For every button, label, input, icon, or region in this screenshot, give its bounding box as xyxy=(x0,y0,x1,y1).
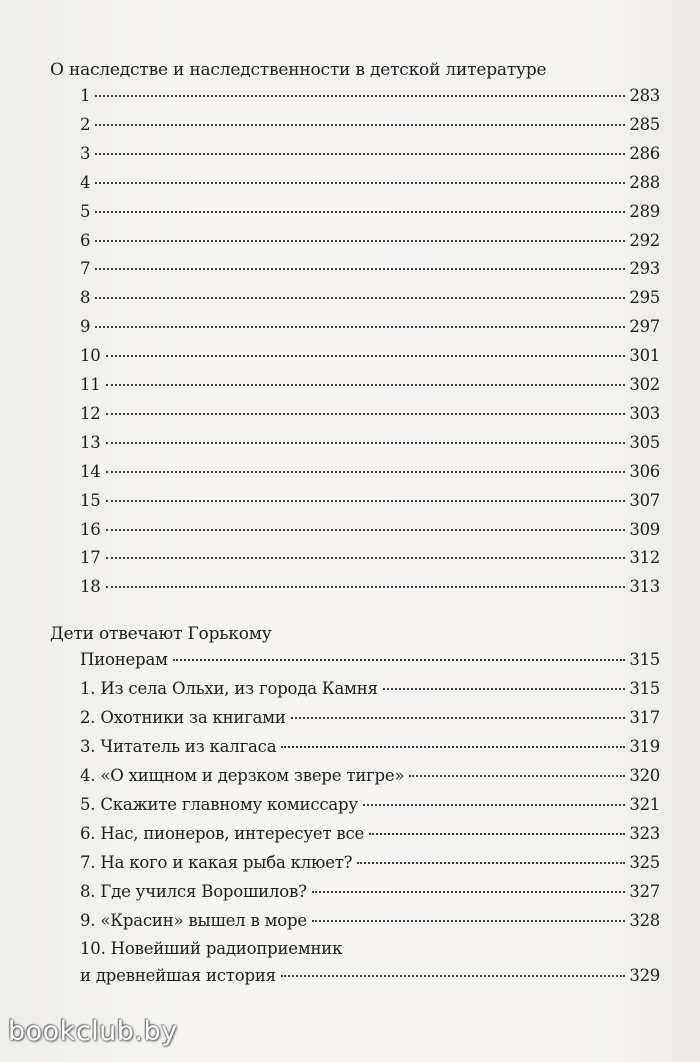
toc-entry xyxy=(80,824,660,848)
toc-entry xyxy=(80,115,660,139)
toc-entry xyxy=(80,520,660,544)
toc-page-number: 317 xyxy=(629,708,660,727)
dot-leader xyxy=(106,383,626,386)
toc-entry-label: 4. «О хищном и дерзком звере тигре» xyxy=(80,766,405,785)
toc-entry-label: 8. Где учился Ворошилов? xyxy=(80,882,307,901)
toc-entry-label: 12 xyxy=(80,403,101,423)
toc-entry xyxy=(80,288,660,312)
toc-page-number: 286 xyxy=(629,143,660,163)
toc-page-number: 329 xyxy=(629,966,660,985)
toc-page-number: 319 xyxy=(629,737,660,756)
toc-entry xyxy=(80,317,660,341)
toc-entry xyxy=(80,231,660,255)
toc-entry xyxy=(80,577,660,601)
toc-page-number: 303 xyxy=(629,403,660,423)
toc-entry xyxy=(80,404,660,428)
toc-page-number: 301 xyxy=(629,346,660,366)
dot-leader xyxy=(95,210,625,213)
toc-entry-label: 1. Из села Ольхи, из города Камня xyxy=(80,679,378,698)
toc-entry-label: 7. На кого и какая рыба клюет? xyxy=(80,853,353,872)
toc-entry-label: 4 xyxy=(80,172,91,192)
dot-leader xyxy=(106,499,626,502)
section-title-heredity: О наследстве и наследственности в детской литературе xyxy=(50,60,547,80)
dot-leader xyxy=(95,267,625,270)
toc-entry xyxy=(80,433,660,457)
toc-entry xyxy=(80,795,660,819)
dot-leader xyxy=(95,181,625,184)
toc-entry-label: Пионерам xyxy=(80,650,168,669)
dot-leader xyxy=(95,325,625,328)
toc-page-number: 313 xyxy=(629,577,660,597)
dot-leader xyxy=(173,658,626,661)
dot-leader xyxy=(357,861,625,864)
dot-leader xyxy=(312,919,625,922)
dot-leader xyxy=(95,152,625,155)
toc-entry-label: 7 xyxy=(80,259,91,279)
toc-entry-label: 15 xyxy=(80,490,101,510)
toc-entry-label: 10 xyxy=(80,346,101,366)
toc-entry xyxy=(80,202,660,226)
toc-page-number: 285 xyxy=(629,114,660,134)
toc-entry-label: 16 xyxy=(80,519,101,539)
toc-page-number: 302 xyxy=(629,375,660,394)
toc-entry-label: 18 xyxy=(80,577,101,597)
toc-entry-label: и древнейшая история xyxy=(80,966,276,985)
toc-entry xyxy=(80,766,660,790)
toc-entry xyxy=(80,882,660,906)
toc-page-number: 325 xyxy=(629,853,660,872)
dot-leader xyxy=(106,441,626,444)
toc-page-number: 293 xyxy=(629,259,660,279)
toc-entry-10-line2 xyxy=(80,966,660,990)
toc-page-number: 289 xyxy=(629,201,660,221)
toc-entry xyxy=(80,462,660,486)
dot-leader xyxy=(95,239,625,242)
dot-leader xyxy=(106,412,626,415)
dot-leader xyxy=(383,687,626,690)
dot-leader xyxy=(409,774,625,777)
toc-page-number: 292 xyxy=(629,230,660,250)
dot-leader xyxy=(312,890,626,893)
toc-entry xyxy=(80,737,660,761)
toc-entry xyxy=(80,650,660,674)
toc-page-number: 283 xyxy=(629,86,660,105)
dot-leader xyxy=(363,803,625,806)
toc-page-number: 312 xyxy=(629,548,660,568)
toc-entry-label: 11 xyxy=(80,375,101,394)
toc-entry xyxy=(80,86,660,110)
toc-page-number: 320 xyxy=(629,766,660,785)
dot-leader xyxy=(281,745,625,748)
toc-entry xyxy=(80,144,660,168)
toc-entry-label: 6 xyxy=(80,230,91,250)
toc-entry-label: 5 xyxy=(80,201,91,221)
toc-page-number: 309 xyxy=(629,519,660,539)
toc-page-number: 297 xyxy=(629,317,660,337)
dot-leader xyxy=(291,716,626,719)
toc-page-number: 321 xyxy=(629,795,660,814)
toc-entry-label: 2 xyxy=(80,114,91,134)
toc-entry xyxy=(80,173,660,197)
toc-entry-label: 5. Скажите главному комиссару xyxy=(80,795,358,814)
toc-page-number: 315 xyxy=(629,679,660,698)
toc-page-number: 288 xyxy=(629,172,660,192)
section-title-children-answer: Дети отвечают Горькому xyxy=(50,624,272,644)
toc-page-number: 307 xyxy=(629,490,660,510)
toc-entry xyxy=(80,491,660,515)
toc-entry xyxy=(80,346,660,370)
toc-entry-label: 14 xyxy=(80,461,101,481)
toc-entry-10-line1: 10. Новейший радиоприемник xyxy=(80,939,343,958)
toc-entry xyxy=(80,911,660,935)
toc-entry xyxy=(80,708,660,732)
toc-entry-label: 9. «Красин» вышел в море xyxy=(80,911,307,930)
toc-page-number: 315 xyxy=(629,650,660,669)
dot-leader xyxy=(106,556,626,559)
toc-entry xyxy=(80,853,660,877)
toc-entry-label: 17 xyxy=(80,548,101,568)
toc-entry xyxy=(80,259,660,283)
toc-entry-label: 8 xyxy=(80,288,91,308)
dot-leader xyxy=(95,296,625,299)
toc-page-number: 306 xyxy=(629,461,660,481)
toc-page-number: 327 xyxy=(629,882,660,901)
toc-entry xyxy=(80,375,660,399)
dot-leader xyxy=(281,974,626,977)
dot-leader xyxy=(106,585,626,588)
toc-entry-label: 9 xyxy=(80,317,91,337)
dot-leader xyxy=(369,832,625,835)
toc-page-number: 328 xyxy=(629,911,660,930)
toc-page-number: 295 xyxy=(629,288,660,308)
toc-page-number: 305 xyxy=(629,432,660,452)
toc-entry-label: 3 xyxy=(80,143,91,163)
dot-leader xyxy=(95,94,625,97)
toc-entry-label: 1 xyxy=(80,86,91,105)
toc-entry-label: 2. Охотники за книгами xyxy=(80,708,286,727)
dot-leader xyxy=(106,528,626,531)
dot-leader xyxy=(106,470,626,473)
toc-entry xyxy=(80,679,660,703)
bookclub-watermark: bookclub.by xyxy=(8,1016,178,1047)
toc-entry-label: 13 xyxy=(80,432,101,452)
toc-entry xyxy=(80,548,660,572)
dot-leader xyxy=(95,123,625,126)
dot-leader xyxy=(106,354,626,357)
toc-page-number: 323 xyxy=(629,824,660,843)
toc-entry-label: 6. Нас, пионеров, интересует все xyxy=(80,824,365,843)
toc-entry-label: 3. Читатель из калгаса xyxy=(80,737,277,756)
